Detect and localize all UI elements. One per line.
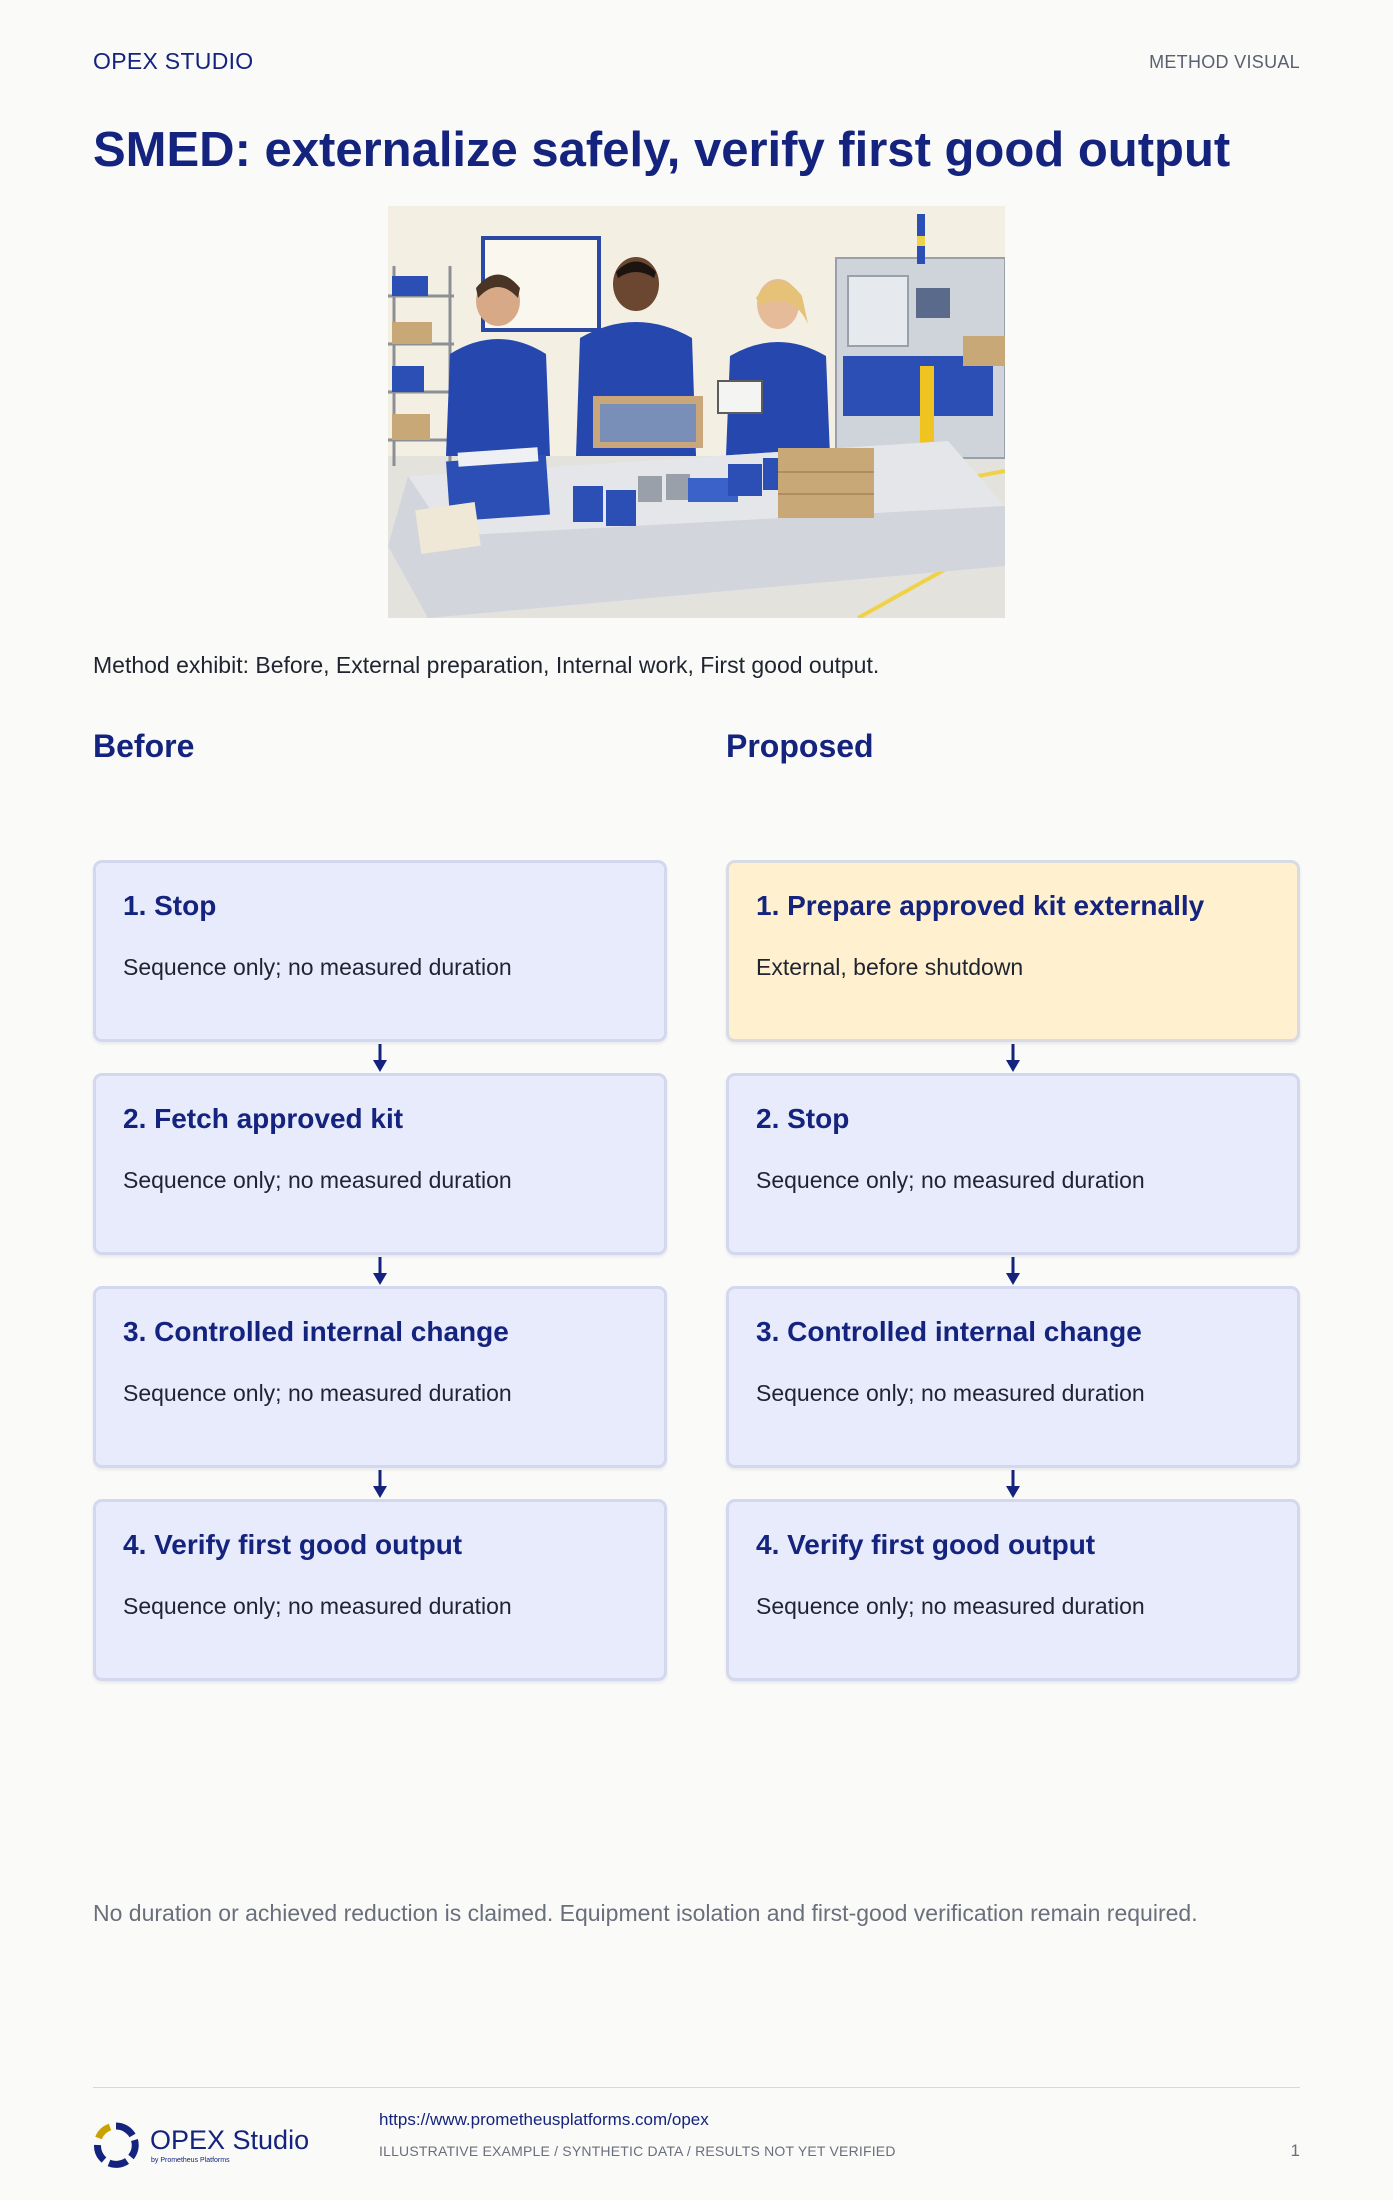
footer-logo-name: OPEX Studio xyxy=(150,2125,310,2155)
step-note: External, before shutdown xyxy=(756,954,1024,980)
before-step-3 xyxy=(93,1286,667,1468)
hero-image xyxy=(388,206,1005,618)
step-title: 3. Controlled internal change xyxy=(756,1316,1142,1347)
before-step-2 xyxy=(93,1073,667,1255)
before-step-1 xyxy=(93,860,667,1042)
page-title: SMED: externalize safely, verify first good output xyxy=(93,123,1231,177)
flow-arrow-icon xyxy=(372,1043,388,1073)
step-title: 1. Prepare approved kit externally xyxy=(756,890,1205,921)
step-title: 4. Verify first good output xyxy=(123,1529,463,1560)
before-heading: Before xyxy=(93,728,195,764)
footer-divider xyxy=(93,2087,1300,2088)
page-number: 1 xyxy=(1290,2141,1300,2160)
header-brand: OPEX STUDIO xyxy=(93,48,254,74)
proposed-heading: Proposed xyxy=(726,728,874,764)
step-note: Sequence only; no measured duration xyxy=(756,1380,1145,1406)
footer-url-link[interactable]: https://www.prometheusplatforms.com/opex xyxy=(379,2110,709,2129)
disclaimer: No duration or achieved reduction is claimed. Equipment isolation and first-good verification remain required. xyxy=(93,1900,1198,1926)
flow-arrow-icon xyxy=(1005,1469,1021,1499)
step-title: 2. Fetch approved kit xyxy=(123,1103,404,1134)
proposed-step-1 xyxy=(726,860,1300,1042)
proposed-step-4 xyxy=(726,1499,1300,1681)
method-caption: Method exhibit: Before, External preparation, Internal work, First good output. xyxy=(93,652,880,678)
step-note: Sequence only; no measured duration xyxy=(123,954,512,980)
step-title: 1. Stop xyxy=(123,890,217,921)
proposed-step-2 xyxy=(726,1073,1300,1255)
flow-arrow-icon xyxy=(372,1469,388,1499)
step-note: Sequence only; no measured duration xyxy=(756,1593,1145,1619)
flow-arrow-icon xyxy=(1005,1043,1021,1073)
step-note: Sequence only; no measured duration xyxy=(123,1167,512,1193)
before-step-4 xyxy=(93,1499,667,1681)
opex-logo-icon xyxy=(93,2122,139,2168)
footer-note: ILLUSTRATIVE EXAMPLE / SYNTHETIC DATA / RESULTS NOT YET VERIFIED xyxy=(379,2143,896,2159)
step-note: Sequence only; no measured duration xyxy=(123,1593,512,1619)
proposed-step-3 xyxy=(726,1286,1300,1468)
footer-logo-sub: by Prometheus Platforms xyxy=(151,2157,230,2164)
step-title: 2. Stop xyxy=(756,1103,850,1134)
flow-arrow-icon xyxy=(372,1256,388,1286)
step-note: Sequence only; no measured duration xyxy=(123,1380,512,1406)
flow-arrow-icon xyxy=(1005,1256,1021,1286)
step-title: 3. Controlled internal change xyxy=(123,1316,509,1347)
step-note: Sequence only; no measured duration xyxy=(756,1167,1145,1193)
header-doc-type: METHOD VISUAL xyxy=(1149,52,1300,72)
hero-illustration xyxy=(388,206,1005,618)
step-title: 4. Verify first good output xyxy=(756,1529,1096,1560)
